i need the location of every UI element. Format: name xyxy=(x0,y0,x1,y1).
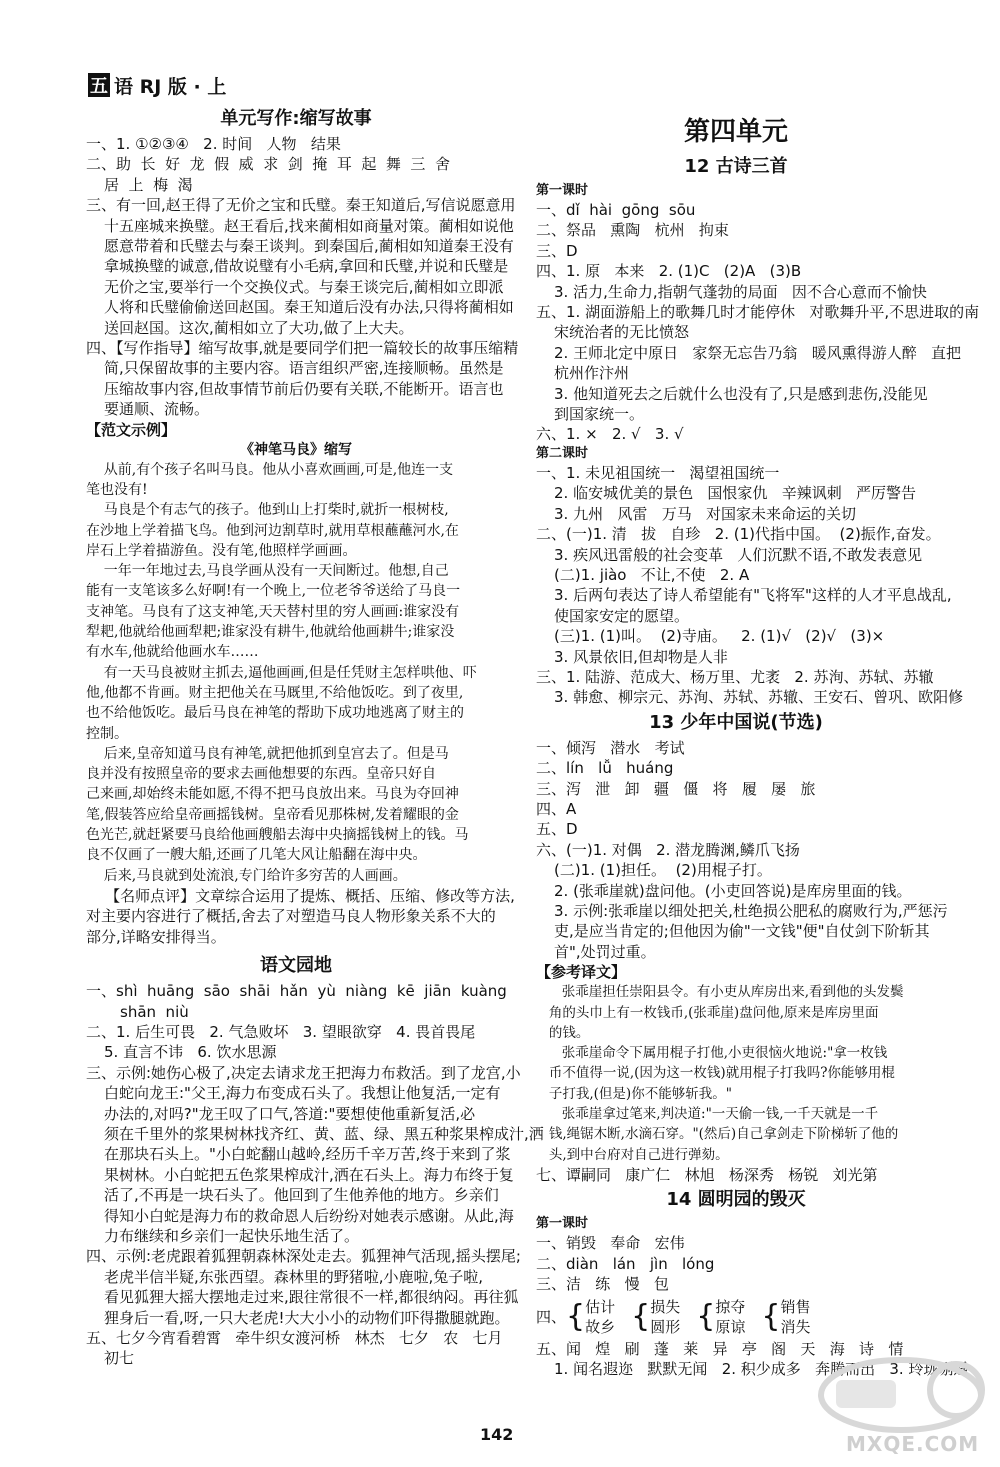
text-line: 良不仅画了一艘大船,还画了几笔大风让船翻在海中央。 xyxy=(86,847,427,864)
text-line: 张乖崖担任崇阳县令。有小吏从库房出来,看到他的头发鬓 xyxy=(536,984,904,1001)
text-line: 部分,详略安排得当。 xyxy=(86,927,226,946)
text-line: 二、(一)1. 清 拔 自珍 2. (1)代指中国。 (2)振作,奋发。 xyxy=(536,525,941,544)
text-line: 子打我,(但是)你不能够斩我。" xyxy=(536,1085,732,1102)
essay-body xyxy=(86,460,506,886)
text-line: 要通顺、流畅。 xyxy=(104,400,210,419)
lesson-12-answers-b xyxy=(536,463,964,708)
book-subtitle: 语 RJ 版 · 上 xyxy=(114,75,227,98)
q4-pair-2 xyxy=(631,1297,680,1337)
translation-tag: 【参考译文】 xyxy=(536,963,627,982)
text-line: 四、A xyxy=(536,799,577,818)
grade-badge: 五 xyxy=(88,73,110,97)
text-line: 五、D xyxy=(536,820,578,839)
text-line: 二、diàn lán jìn lóng xyxy=(536,1254,715,1273)
text-line: 杭州作汴州 xyxy=(554,364,630,383)
text-line: 初七 xyxy=(104,1349,135,1368)
text-line: 居 上 梅 渴 xyxy=(104,175,193,194)
text-line: 头,到中台府对自己进行弹劾。 xyxy=(536,1146,729,1163)
text-line: 笔,假装答应给皇帝画摇钱树。皇帝看见那株树,发着耀眼的金 xyxy=(86,806,459,823)
q4-pair-1 xyxy=(566,1297,615,1337)
lesson-12-period-1: 第一课时 xyxy=(536,183,589,198)
lesson-13-q7: 七、谭嗣同 康广仁 林旭 杨深秀 杨锐 刘光第 xyxy=(536,1165,878,1184)
text-line: 白蛇向龙王:"父王,海力布变成石头了。我想让他复活,一定有 xyxy=(104,1084,501,1103)
lesson-12-title: 12 古诗三首 xyxy=(684,156,788,177)
text-line: 能有一支笔该多么好啊!有一个晚上,一位老爷爷送给了马良一 xyxy=(86,583,461,600)
text-line: 活了,不再是一块石头了。他回到了生他养他的地方。乡亲们 xyxy=(104,1186,499,1205)
brace-icon: { xyxy=(631,1298,651,1334)
text-line: 愿意带着和氏璧去与秦王谈判。到秦国后,蔺相如知道秦王没有 xyxy=(104,237,514,256)
text-line: 须在千里外的浆果树林找齐红、黄、蓝、绿、黑五种浆果榨成汁,洒 xyxy=(104,1124,544,1143)
unit-title: 第四单元 xyxy=(683,117,788,147)
text-line: 马良是个有志气的孩子。他到山上打柴时,就折一根树枝, xyxy=(86,502,449,519)
q4-word: 原谅 xyxy=(715,1317,746,1336)
text-line: 十五座城来换璧。赵王看后,找来蔺相如商量对策。蔺相如说他 xyxy=(104,216,514,235)
text-line: 力布继续和乡亲们一起快乐地生活了。 xyxy=(104,1227,360,1246)
text-line: 3. 韩愈、柳宗元、苏洵、苏轼、苏辙、王安石、曾巩、欧阳修 xyxy=(554,688,964,707)
page-header xyxy=(88,72,226,98)
text-line: 简,只保留故事的主要内容。语言组织严密,连接顺畅。虽然是 xyxy=(104,359,504,378)
text-line: 拿城换璧的诚意,借故说璧有小毛病,拿回和氏璧,并说和氏璧是 xyxy=(104,257,509,276)
lesson-13-answers xyxy=(536,738,948,962)
text-line: 也不给他饭吃。最后马良在神笔的帮助下成功地逃离了财主的 xyxy=(86,705,464,722)
text-line: 三、D xyxy=(536,241,578,260)
text-line: 岸石上学着描游鱼。没有笔,他照样学画画。 xyxy=(86,542,357,559)
lesson-14-title: 14 圆明园的毁灭 xyxy=(666,1189,806,1211)
text-line: 后来,马良就到处流浪,专门给许多穷苦的人画画。 xyxy=(86,867,407,884)
text-line: 吏,是应当肯定的;但他因为偷"一文钱"便"自仗剑下阶斩其 xyxy=(554,922,930,941)
text-line: 一年一年地过去,马良学画从没有一天间断过。他想,自己 xyxy=(86,563,449,580)
text-line: 币不值得一说,(因为这一枚钱)就用棍子打我吗?你能够用棍 xyxy=(536,1065,895,1082)
text-line: 六、(一)1. 对偶 2. 潜龙腾渊,鳞爪飞扬 xyxy=(536,840,800,859)
text-line: 2. (张乖崖就)盘问他。(小吏回答说)是库房里面的钱。 xyxy=(554,881,912,900)
text-line: (三)1. (1)叫。 (2)寺庙。 2. (1)√ (2)√ (3)× xyxy=(554,627,885,646)
text-line: 【名师点评】文章综合运用了提炼、概括、压缩、修改等方法, xyxy=(86,886,515,905)
text-line: 五、闻 煌 刷 蓬 莱 异 亭 阁 天 海 诗 情 xyxy=(536,1339,904,1358)
text-line: (二)1. (1)担任。 (2)用棍子打。 xyxy=(554,861,772,880)
text-line: 压缩故事内容,但故事情节前后仍要有关联,不能断开。语言也 xyxy=(104,379,504,398)
text-line: 有一天马良被财主抓去,逼他画画,但是任凭财主怎样哄他、吓 xyxy=(86,664,477,681)
lesson-14-period-1: 第一课时 xyxy=(536,1216,589,1232)
q4-pair-3 xyxy=(696,1297,745,1337)
text-line: 2. 临安城优美的景色 国恨家仇 辛辣讽刺 严厉警告 xyxy=(554,484,916,503)
text-line: 在沙地上学着描飞鸟。他到河边割草时,就用草根蘸蘸河水,在 xyxy=(86,522,459,539)
text-line: 一、1. 未见祖国统一 渴望祖国统一 xyxy=(536,463,780,482)
example-tag: 【范文示例】 xyxy=(86,420,177,439)
text-line: 一、dǐ hài gōng sōu xyxy=(536,201,696,219)
text-line: 笔也没有! xyxy=(86,481,148,498)
lesson-13-title: 13 少年中国说(节选) xyxy=(649,711,823,733)
watermark-text: MXQE.COM xyxy=(846,1432,980,1456)
text-line: 使国家安定的愿望。 xyxy=(554,606,690,625)
text-line: 宋统治者的无比愤怒 xyxy=(554,323,690,342)
lesson-12-period-2: 第二课时 xyxy=(536,445,589,461)
text-line: 三、有一回,赵王得了无价之宝和氏璧。秦王知道后,写信说愿意用 xyxy=(86,196,516,215)
text-line: 三、1. 陆游、范成大、杨万里、尤袤 2. 苏洵、苏轼、苏辙 xyxy=(536,667,934,686)
garden-section-title: 语文园地 xyxy=(260,955,332,977)
text-line: 老虎半信半疑,东张西望。森林里的野猪啦,小鹿啦,兔子啦, xyxy=(104,1267,484,1286)
text-line: 五、七夕今宵看碧霄 牵牛织女渡河桥 林杰 七夕 农 七月 xyxy=(86,1329,503,1348)
text-line: 5. 直言不讳 6. 饮水思源 xyxy=(104,1043,277,1062)
text-line: 3. 疾风迅雷般的社会变革 人们沉默不语,不敢发表意见 xyxy=(554,545,923,564)
text-line: 人将和氏璧偷偷送回赵国。秦王知道后没有办法,只得将蔺相如 xyxy=(104,298,514,317)
text-line: 三、泻 泄 卸 疆 僵 将 履 屡 旅 xyxy=(536,779,816,798)
essay-title: 《神笔马良》缩写 xyxy=(240,441,352,458)
lesson-12-answers-a xyxy=(536,200,980,445)
brace-icon: { xyxy=(696,1298,716,1334)
right-column xyxy=(536,104,980,1379)
text-line: 二、1. 后生可畏 2. 气急败坏 3. 望眼欲穿 4. 畏首畏尾 xyxy=(86,1022,476,1041)
text-line: 看见狐狸大摇大摆地走过来,跟往常很不一样,都很纳闷。再往狐 xyxy=(104,1288,519,1307)
text-line: 无价之宝,要举行一个交换仪式。与秦王谈完后,蔺相如立即派 xyxy=(104,277,504,296)
text-line: 二、助 长 好 龙 假 威 求 剑 掩 耳 起 舞 三 舍 xyxy=(86,155,450,174)
text-line: 良并没有按照皇帝的要求去画他想要的东西。皇帝只好自 xyxy=(86,766,436,783)
text-line: 色光芒,就赶紧要马良给他画艘船去海中央摘摇钱树上的钱。马 xyxy=(86,827,469,844)
text-line: 3. 他知道死去之后就什么也没有了,只是感到悲伤,没能见 xyxy=(554,384,928,403)
text-line: 张乖崖命令下属用棍子打他,小吏很恼火地说:"拿一枚钱 xyxy=(536,1045,888,1062)
text-line: 3. 活力,生命力,指朝气蓬勃的局面 因不合心意而不愉快 xyxy=(554,282,927,301)
text-line: shān niù xyxy=(120,1002,189,1021)
text-line: 办法的,对吗?"龙王叹了口气,答道:"要想使他重新复活,必 xyxy=(104,1104,476,1123)
text-line: 得知小白蛇是海力布的救命恩人后纷纷对她表示感谢。从此,海 xyxy=(104,1206,514,1225)
text-line: 3. 风景依旧,但却物是人非 xyxy=(554,647,728,666)
text-line: 三、示例:她伤心极了,决定去请求龙王把海力布救活。到了龙宫,小 xyxy=(86,1063,521,1082)
q4-prefix: 四、 xyxy=(536,1307,567,1326)
text-line: 四、示例:老虎跟着狐狸朝森林深处走去。狐狸神气活现,摇头摆尾; xyxy=(86,1247,521,1266)
text-line: 对主要内容进行了概括,舍去了对塑造马良人物形象关系不大的 xyxy=(86,907,496,926)
text-line: 3. 后两句表达了诗人希望能有"飞将军"这样的人才平息战乱, xyxy=(554,586,952,605)
text-line: 钱,绳锯木断,水滴石穿。"(然后)自己拿剑走下阶梯斩了他的 xyxy=(536,1126,899,1143)
text-line: 己来画,却始终未能如愿,不得不把马良放出来。马良为夺回神 xyxy=(86,786,459,803)
text-line: 五、1. 湖面游船上的歌舞几时才能停休 对歌舞升平,不思进取的南 xyxy=(536,303,980,322)
lesson-14-q4 xyxy=(536,1297,936,1337)
q4-word: 圆形 xyxy=(650,1317,681,1336)
q4-word: 掠夺 xyxy=(715,1297,746,1316)
text-line: 一、1. ①②③④ 2. 时间 人物 结果 xyxy=(86,135,341,153)
text-line: 六、1. × 2. √ 3. √ xyxy=(536,425,684,444)
garden-answers xyxy=(86,981,544,1369)
brace-icon: { xyxy=(566,1298,586,1334)
brace-icon: { xyxy=(761,1298,781,1334)
teacher-comment xyxy=(86,886,515,947)
text-line: 1. 闻名遐迩 默默无闻 2. 积少成多 奔腾而出 3. 玲珑剔透 xyxy=(554,1359,969,1378)
text-line: 一、shì huāng sāo shāi hǎn yù niàng kē jiān kuàng xyxy=(86,982,507,1001)
text-line: 控制。 xyxy=(86,725,128,742)
text-line: 犁耙,他就给他画犁耙;谁家没有耕牛,他就给他画耕牛;谁家没 xyxy=(86,624,455,641)
lesson-14-answers-a xyxy=(536,1233,936,1294)
text-line: 在那块石头上。"小白蛇翻山越岭,经历千辛万苦,终于来到了浆 xyxy=(104,1145,511,1164)
text-line: 后来,皇帝知道马良有神笔,就把他抓到皇宫去了。但是马 xyxy=(86,745,449,762)
text-line: 三、洁 练 慢 包 xyxy=(536,1275,669,1294)
q4-word: 估计 xyxy=(585,1297,616,1316)
text-line: 二、祭品 熏陶 杭州 拘束 xyxy=(536,221,729,240)
text-line: 到国家统一。 xyxy=(554,405,645,424)
text-line: 送回赵国。这次,蔺相如立了大功,做了上大夫。 xyxy=(104,318,414,337)
text-line: 张乖崖拿过笔来,判决道:"一天偷一钱,一千天就是一千 xyxy=(536,1106,879,1122)
writing-answers xyxy=(86,134,519,420)
q4-pair-4 xyxy=(761,1297,810,1337)
text-line: 角的头巾上有一枚钱币,(张乖崖)盘问他,原来是库房里面 xyxy=(536,1004,879,1021)
q4-word: 消失 xyxy=(780,1317,811,1336)
text-line: (二)1. jiào 不让,不使 2. A xyxy=(554,565,750,584)
q4-word: 故乡 xyxy=(585,1317,616,1336)
text-line: 一、倾泻 潜水 考试 xyxy=(536,738,685,757)
writing-section-title: 单元写作:缩写故事 xyxy=(220,108,372,129)
text-line: 他,他都不肯画。财主把他关在马厩里,不给他饭吃。到了夜里, xyxy=(86,684,464,701)
page-number: 142 xyxy=(480,1425,514,1444)
q4-word: 损失 xyxy=(650,1297,681,1316)
text-line: 首",处罚过重。 xyxy=(554,942,656,961)
text-line: 3. 示例:张乖崖以细处把关,杜绝损公肥私的腐败行为,严惩污 xyxy=(554,902,948,920)
text-line: 有水车,他就给他画水车…… xyxy=(86,644,259,661)
text-line: 3. 九州 风雷 万马 对国家未来命运的关切 xyxy=(554,504,856,523)
translation-body xyxy=(536,982,936,1165)
text-line: 的钱。 xyxy=(536,1024,590,1041)
text-line: 从前,有个孩子名叫马良。他从小喜欢画画,可是,他连一支 xyxy=(86,461,454,478)
text-line: 支神笔。马良有了这支神笔,天天替村里的穷人画画:谁家没有 xyxy=(86,603,460,620)
text-line: 果树林。小白蛇把五色浆果榨成汁,洒在石头上。海力布终于复 xyxy=(104,1165,514,1184)
text-line: 二、lín lǚ huáng xyxy=(536,759,674,778)
text-line: 2. 王师北定中原日 家祭无忘告乃翁 暖风熏得游人醉 直把 xyxy=(554,343,961,362)
text-line: 一、销毁 奉命 宏伟 xyxy=(536,1234,685,1253)
q4-word: 销售 xyxy=(780,1297,811,1316)
left-column xyxy=(86,104,544,1369)
text-line: 四、1. 原 本来 2. (1)C (2)A (3)B xyxy=(536,262,802,281)
text-line: 狸身后一看,呀,一只大老虎!大大小小的动物们吓得撒腿就跑。 xyxy=(104,1308,510,1327)
text-line: 四、【写作指导】缩写故事,就是要同学们把一篇较长的故事压缩精 xyxy=(86,339,519,358)
